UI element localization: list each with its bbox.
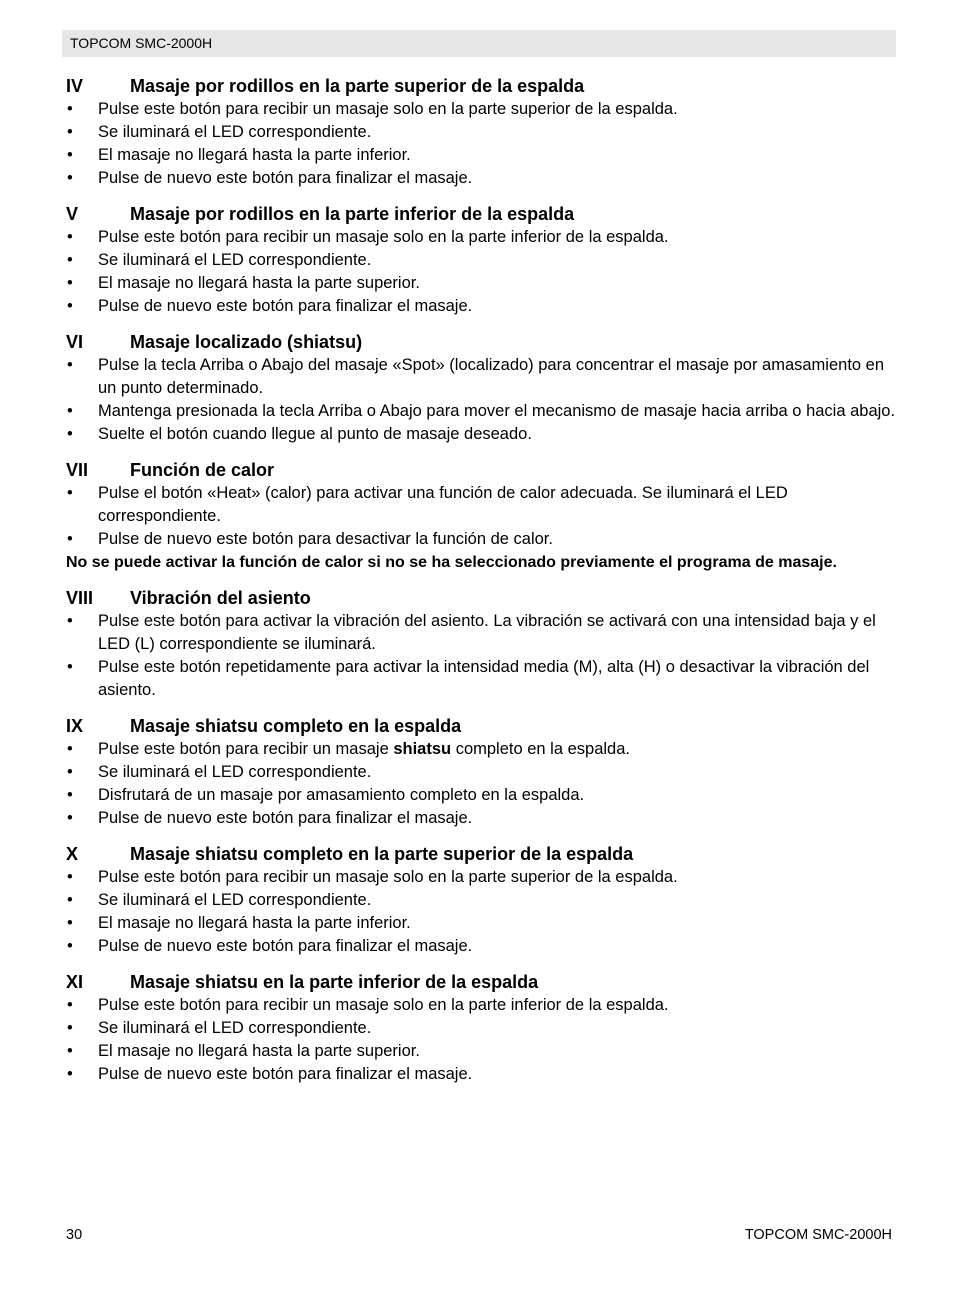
list-item: [66, 807, 896, 830]
section: [66, 970, 896, 1086]
bullet-icon: •: [67, 658, 73, 676]
list-item: [66, 167, 896, 190]
section-heading: [66, 202, 896, 226]
bullet-icon: •: [67, 484, 73, 502]
list-item: [66, 1040, 896, 1063]
section-number: VII: [66, 460, 89, 480]
section-heading: [66, 842, 896, 866]
list-item-text: Pulse de nuevo este botón para finalizar el masaje.: [98, 1065, 473, 1083]
section: [66, 74, 896, 190]
list-item-text: El masaje no llegará hasta la parte superior.: [98, 274, 420, 292]
list-item-text: [98, 738, 896, 761]
list-item: [66, 249, 896, 272]
list-item: [66, 738, 896, 761]
list-item: [66, 226, 896, 249]
list-item: [66, 1063, 896, 1086]
list-item: [66, 423, 896, 446]
section-heading: [66, 714, 896, 738]
list-item: [66, 528, 896, 551]
section-number: IX: [66, 716, 84, 736]
section-heading: [66, 74, 896, 98]
list-item-text: Pulse de nuevo este botón para finalizar el masaje.: [98, 297, 473, 315]
section-number: XI: [66, 972, 84, 992]
bullet-icon: •: [67, 228, 73, 246]
list-item-text: El masaje no llegará hasta la parte inferior.: [98, 914, 411, 932]
list-item: [66, 1017, 896, 1040]
list-item: [66, 656, 896, 702]
section-heading: [66, 970, 896, 994]
section-heading: [66, 330, 896, 354]
section-title: Función de calor: [130, 460, 275, 480]
list-item-text: Suelte el botón cuando llegue al punto de masaje deseado.: [98, 425, 532, 443]
section-note: No se puede activar la función de calor si no se ha seleccionado previamente el programa de masaje.: [66, 554, 837, 571]
document-body: [66, 74, 896, 1098]
text-run-bold: shiatsu: [393, 740, 452, 758]
section-title: Masaje por rodillos en la parte superior de la espalda: [130, 76, 585, 96]
text-run: Pulse este botón para recibir un masaje: [98, 740, 394, 758]
bullet-list: [66, 354, 896, 446]
list-item-text: Se iluminará el LED correspondiente.: [98, 251, 372, 269]
section: [66, 202, 896, 318]
list-item-text: Se iluminará el LED correspondiente.: [98, 891, 372, 909]
bullet-icon: •: [67, 996, 73, 1014]
list-item-text: Pulse de nuevo este botón para finalizar el masaje.: [98, 937, 473, 955]
bullet-icon: •: [67, 100, 73, 118]
bullet-list: [66, 226, 896, 318]
section-title: Masaje por rodillos en la parte inferior de la espalda: [130, 204, 575, 224]
bullet-icon: •: [67, 297, 73, 315]
list-item: [66, 935, 896, 958]
section-title: Masaje localizado (shiatsu): [130, 332, 363, 352]
list-item-text: Disfrutará de un masaje por amasamiento completo en la espalda.: [98, 786, 585, 804]
bullet-icon: •: [67, 914, 73, 932]
list-item-text: Pulse este botón para recibir un masaje solo en la parte inferior de la espalda.: [98, 996, 669, 1014]
list-item-text: Pulse este botón para recibir un masaje solo en la parte superior de la espalda.: [98, 100, 678, 118]
list-item-text: Pulse la tecla Arriba o Abajo del masaje «Spot» (localizado) para concentrar el masaje por amasamiento en un punto determinado.: [98, 356, 885, 397]
list-item-text: Pulse este botón para recibir un masaje solo en la parte inferior de la espalda.: [98, 228, 669, 246]
bullet-icon: •: [67, 868, 73, 886]
section-heading: [66, 458, 896, 482]
bullet-list: [66, 866, 896, 958]
bullet-icon: •: [67, 356, 73, 374]
bullet-list: [66, 738, 896, 830]
list-item-text: Pulse el botón «Heat» (calor) para activar una función de calor adecuada. Se iluminará el LED correspondiente.: [98, 484, 788, 525]
bullet-icon: •: [67, 425, 73, 443]
list-item: [66, 761, 896, 784]
section-title: Masaje shiatsu completo en la parte superior de la espalda: [130, 844, 634, 864]
section: [66, 330, 896, 446]
list-item-text: Pulse de nuevo este botón para desactivar la función de calor.: [98, 530, 553, 548]
bullet-icon: •: [67, 740, 73, 758]
section: [66, 714, 896, 830]
bullet-list: [66, 482, 896, 551]
list-item-text: Pulse este botón para recibir un masaje solo en la parte superior de la espalda.: [98, 868, 678, 886]
section-number: X: [66, 844, 79, 864]
list-item: [66, 295, 896, 318]
section-number: VIII: [66, 588, 94, 608]
page-number: 30: [66, 1227, 83, 1243]
list-item-text: Se iluminará el LED correspondiente.: [98, 123, 372, 141]
header-title: TOPCOM SMC-2000H: [70, 35, 213, 51]
footer-title: TOPCOM SMC-2000H: [744, 1227, 892, 1243]
list-item-text: Mantenga presionada la tecla Arriba o Abajo para mover el mecanismo de masaje hacia arriba o hacia abajo.: [98, 402, 896, 420]
list-item-text: Pulse de nuevo este botón para finalizar el masaje.: [98, 169, 473, 187]
list-item: [66, 354, 896, 400]
list-item: [66, 98, 896, 121]
bullet-icon: •: [67, 169, 73, 187]
list-item: [66, 272, 896, 295]
list-item: [66, 144, 896, 167]
list-item-text: Pulse de nuevo este botón para finalizar el masaje.: [98, 809, 473, 827]
list-item-text: Se iluminará el LED correspondiente.: [98, 1019, 372, 1037]
section-number: V: [66, 204, 79, 224]
section: [66, 586, 896, 702]
bullet-icon: •: [67, 809, 73, 827]
bullet-icon: •: [67, 763, 73, 781]
list-item: [66, 784, 896, 807]
bullet-icon: •: [67, 1019, 73, 1037]
section-title: Vibración del asiento: [130, 588, 311, 608]
list-item-text: Se iluminará el LED correspondiente.: [98, 763, 372, 781]
bullet-icon: •: [67, 123, 73, 141]
text-run: completo en la espalda.: [451, 740, 630, 758]
list-item-text: Pulse este botón repetidamente para activar la intensidad media (M), alta (H) o desactivar la vibración del asiento.: [98, 658, 870, 699]
bullet-list: [66, 994, 896, 1086]
section-title: Masaje shiatsu completo en la espalda: [130, 716, 462, 736]
list-item: [66, 889, 896, 912]
list-item-text: Pulse este botón para activar la vibración del asiento. La vibración se activará con una intensidad baja y el LED (L) correspondiente se iluminará.: [98, 612, 876, 653]
section-heading: [66, 586, 896, 610]
bullet-list: [66, 98, 896, 190]
bullet-icon: •: [67, 251, 73, 269]
list-item-text: El masaje no llegará hasta la parte inferior.: [98, 146, 411, 164]
bullet-icon: •: [67, 530, 73, 548]
bullet-icon: •: [67, 612, 73, 630]
list-item: [66, 482, 896, 528]
bullet-list: [66, 610, 896, 702]
bullet-icon: •: [67, 786, 73, 804]
bullet-icon: •: [67, 1042, 73, 1060]
bullet-icon: •: [67, 891, 73, 909]
bullet-icon: •: [67, 402, 73, 420]
section-number: VI: [66, 332, 84, 352]
list-item: [66, 866, 896, 889]
list-item: [66, 400, 896, 423]
bullet-icon: •: [67, 274, 73, 292]
bullet-icon: •: [67, 146, 73, 164]
list-item: [66, 912, 896, 935]
bullet-icon: •: [67, 937, 73, 955]
page-header: [62, 30, 896, 57]
list-item: [66, 994, 896, 1017]
bullet-icon: •: [67, 1065, 73, 1083]
section: [66, 458, 896, 574]
section-number: IV: [66, 76, 84, 96]
list-item-text: El masaje no llegará hasta la parte superior.: [98, 1042, 420, 1060]
section-title: Masaje shiatsu en la parte inferior de la espalda: [130, 972, 539, 992]
section: [66, 842, 896, 958]
list-item: [66, 121, 896, 144]
list-item: [66, 610, 896, 656]
